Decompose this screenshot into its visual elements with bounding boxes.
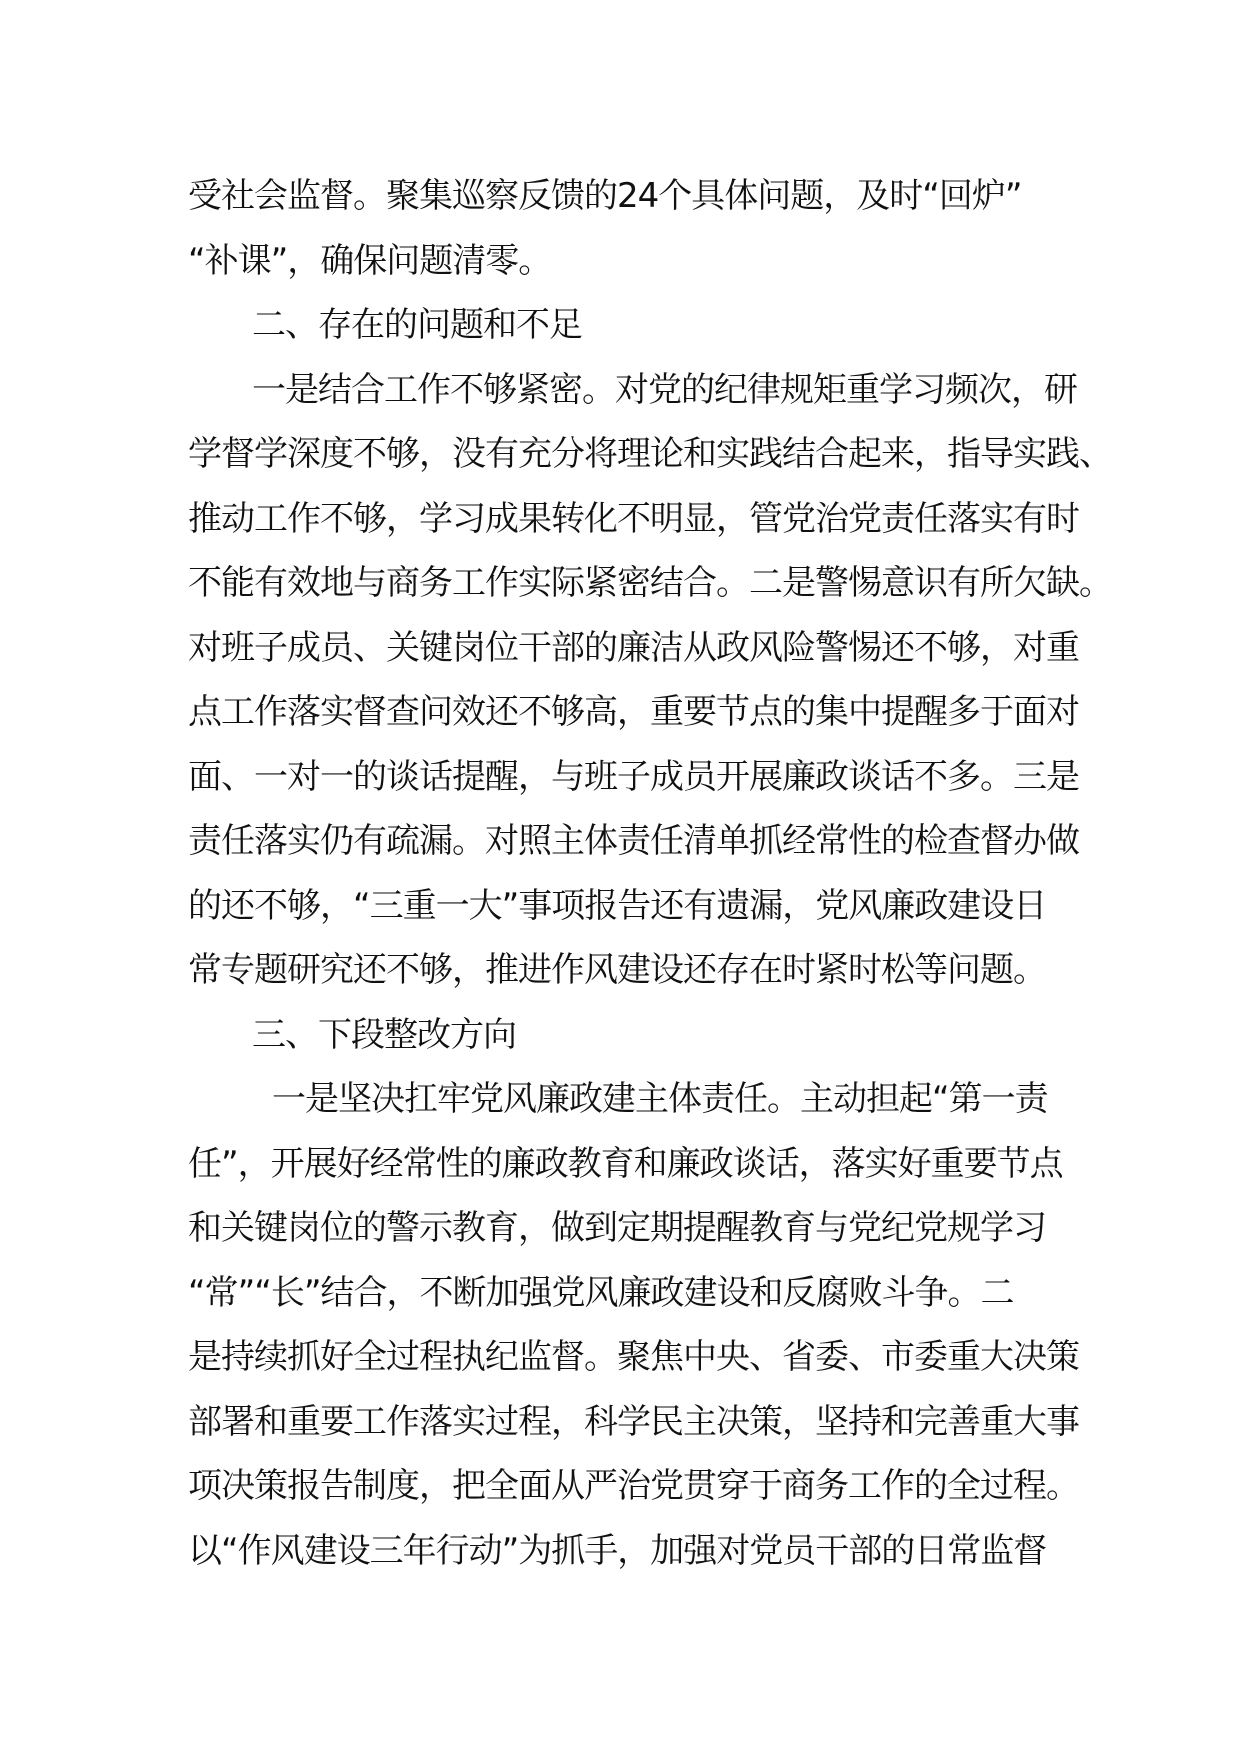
text-line: 一是结合工作不够紧密。对党的纪律规矩重学习频次，研: [252, 369, 1077, 410]
section-heading: 二、存在的问题和不足: [252, 305, 582, 345]
text-line: 任”，开展好经常性的廉政教育和廉政谈话，落实好重要节点: [188, 1143, 1063, 1184]
text-line: 和关键岗位的警示教育，做到定期提醒教育与党纪党规学习: [188, 1208, 1046, 1248]
text-line: 部署和重要工作落实过程，科学民主决策，坚持和完善重大事: [188, 1401, 1079, 1442]
text-line: “补课”，确保问题清零。: [188, 240, 552, 281]
text-line: 推动工作不够，学习成果转化不明显，管党治党责任落实有时: [188, 498, 1079, 539]
text-line: 不能有效地与商务工作实际紧密结合。二是警惕意识有所欠缺。: [188, 563, 1112, 603]
section-heading: 三、下段整改方向: [252, 1014, 516, 1055]
text-line: 受社会监督。聚集巡察反馈的24个具体问题，及时“回炉”: [188, 176, 1022, 216]
text-line: 面、一对一的谈话提醒，与班子成员开展廉政谈话不多。三是: [188, 756, 1079, 797]
text-line: 责任落实仍有疏漏。对照主体责任清单抓经常性的检查督办做: [188, 821, 1079, 861]
text-line: “常”“长”结合，不断加强党风廉政建设和反腐败斗争。二: [188, 1272, 1014, 1313]
body-text: [188, 164, 1112, 1583]
text-line: 常专题研究还不够，推进作风建设还存在时紧时松等问题。: [188, 950, 1046, 990]
text-line: 一是坚决扛牢党风廉政建主体责任。主动担起“第一责: [272, 1079, 1048, 1119]
text-line: 项决策报告制度，把全面从严治党贯穿于商务工作的全过程。: [188, 1466, 1079, 1506]
text-line: 的还不够，“三重一大”事项报告还有遗漏，党风廉政建设日: [188, 885, 1047, 926]
text-line: 点工作落实督查问效还不够高，重要节点的集中提醒多于面对: [188, 692, 1079, 732]
text-line: 以“作风建设三年行动”为抓手，加强对党员干部的日常监督: [188, 1530, 1047, 1571]
text-line: 对班子成员、关键岗位干部的廉洁从政风险警惕还不够，对重: [188, 627, 1079, 668]
text-line: 是持续抓好全过程执纪监督。聚焦中央、省委、市委重大决策: [188, 1337, 1079, 1377]
text-line: 学督学深度不够，没有充分将理论和实践结合起来，指导实践、: [188, 434, 1112, 474]
